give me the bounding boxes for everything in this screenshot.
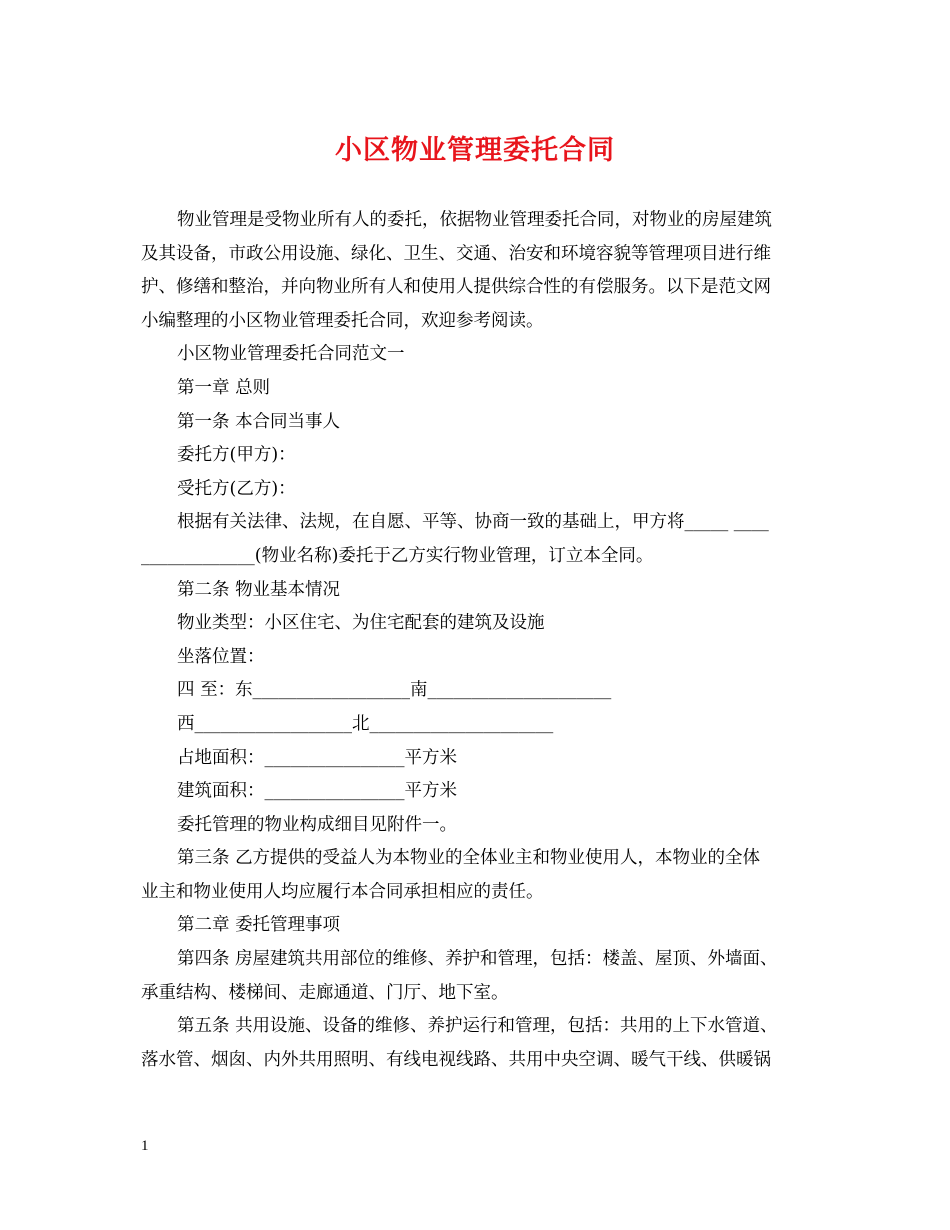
page-number: 1 bbox=[141, 1138, 149, 1154]
paragraph-line: 及其设备，市政公用设施、绿化、卫生、交通、治安和环境容貌等管理项目进行维 bbox=[141, 243, 771, 264]
paragraph-line: 第五条 共用设施、设备的维修、养护运行和管理，包括：共用的上下水管道、 bbox=[177, 1016, 778, 1037]
building-area-field: 建筑面积：________________平方米 bbox=[177, 781, 457, 802]
paragraph-line: 第三条 乙方提供的受益人为本物业的全体业主和物业使用人，本物业的全体 bbox=[177, 848, 761, 869]
land-area-field: 占地面积：________________平方米 bbox=[177, 747, 457, 768]
property-type-field: 物业类型：小区住宅、为住宅配套的建筑及设施 bbox=[177, 613, 545, 634]
paragraph-line: 小编整理的小区物业管理委托合同，欢迎参考阅读。 bbox=[141, 310, 544, 331]
section-heading: 小区物业管理委托合同范文一 bbox=[177, 344, 405, 365]
paragraph-line: 落水管、烟囱、内外共用照明、有线电视线路、共用中央空调、暖气干线、供暖锅 bbox=[141, 1049, 771, 1070]
article-heading: 第二条 物业基本情况 bbox=[177, 579, 341, 600]
paragraph-line: 承重结构、楼梯间、走廊通道、门厅、地下室。 bbox=[141, 982, 509, 1003]
boundary-east-south-field: 四 至：东__________________南_____________________ bbox=[177, 680, 612, 701]
party-b-field: 受托方(乙方)： bbox=[177, 478, 296, 499]
article-heading: 第一条 本合同当事人 bbox=[177, 411, 341, 432]
paragraph-line: _____________(物业名称)委托于乙方实行物业管理，订立本全同。 bbox=[141, 545, 654, 566]
paragraph-line: 物业管理是受物业所有人的委托，依据物业管理委托合同，对物业的房屋建筑 bbox=[177, 210, 772, 230]
paragraph-line: 业主和物业使用人均应履行本合同承担相应的责任。 bbox=[141, 881, 544, 902]
paragraph-line: 第四条 房屋建筑共用部位的维修、养护和管理，包括：楼盖、屋顶、外墙面、 bbox=[177, 949, 778, 970]
chapter-heading: 第一章 总则 bbox=[177, 377, 271, 398]
chapter-heading: 第二章 委托管理事项 bbox=[177, 915, 341, 936]
document-body bbox=[141, 204, 821, 1077]
document-title: 小区物业管理委托合同 bbox=[335, 135, 615, 166]
paragraph-line: 护、修缮和整治，并向物业所有人和使用人提供综合性的有偿服务。以下是范文网 bbox=[141, 277, 771, 298]
location-field: 坐落位置： bbox=[177, 646, 265, 667]
paragraph-line: 根据有关法律、法规，在自愿、平等、协商一致的基础上，甲方将_____ ____ bbox=[177, 512, 769, 533]
boundary-west-north-field: 西__________________北_____________________ bbox=[177, 713, 554, 734]
paragraph-line: 委托管理的物业构成细目见附件一。 bbox=[177, 814, 457, 835]
party-a-field: 委托方(甲方)： bbox=[177, 445, 296, 466]
